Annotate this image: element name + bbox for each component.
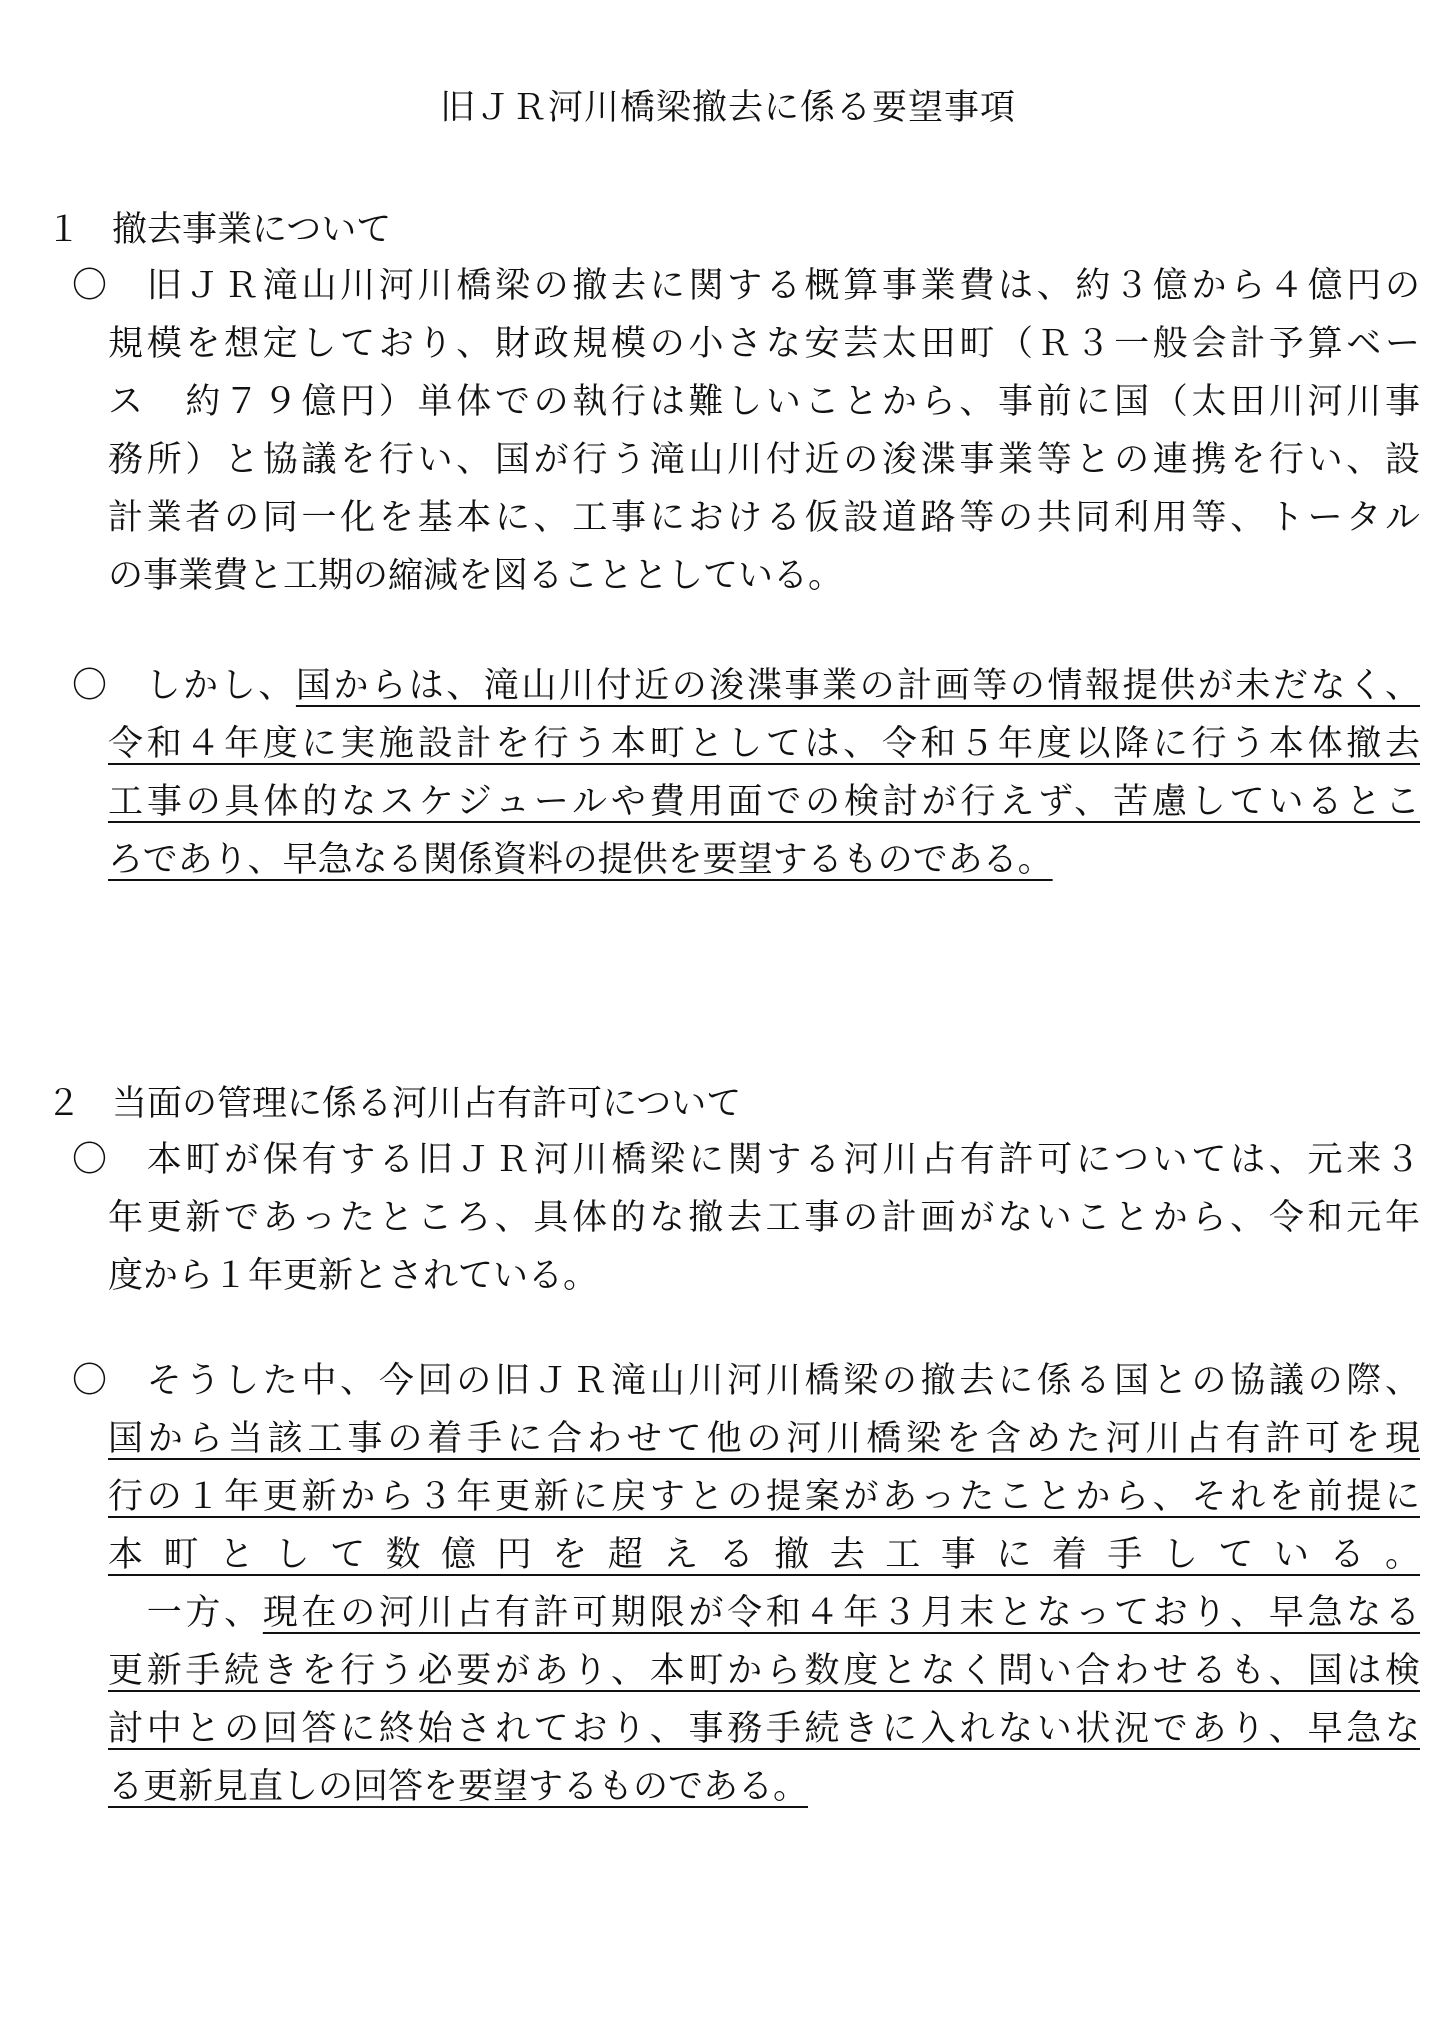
document-title: 旧ＪＲ河川橋梁撤去に係る要望事項 (439, 88, 1016, 128)
body-text: しかし、 (108, 666, 296, 706)
body-text: ス 約７９億円）単体での執行は難しいことから、事前に国（太田川河川事 (108, 382, 1420, 422)
paragraph-line (108, 554, 1420, 598)
section-heading-text: 当面の管理に係る河川占有許可について (112, 1084, 742, 1124)
section-number: １ (46, 210, 82, 250)
body-text: の事業費と工期の縮減を図ることとしている。 (108, 556, 844, 596)
paragraph-line (108, 722, 1420, 766)
paragraph-line (108, 664, 1420, 708)
paragraph-line (108, 1359, 1420, 1403)
paragraph-line (108, 1533, 1420, 1577)
underlined-text: 国から当該工事の着手に合わせて他の河川橋梁を含めた河川占有許可を現 (108, 1419, 1420, 1459)
section-heading (46, 1082, 741, 1126)
section-number: ２ (46, 1084, 82, 1124)
paragraph-line (108, 1417, 1420, 1461)
body-text: 務所）と協議を行い、国が行う滝山川付近の浚渫事業等との連携を行い、設 (108, 440, 1420, 480)
body-text: そうした中、今回の旧ＪＲ滝山川河川橋梁の撤去に係る国との協議の際、 (108, 1361, 1420, 1401)
paragraph-line (108, 438, 1420, 482)
paragraph-line (108, 1254, 1420, 1298)
underlined-text: 国からは、滝山川付近の浚渫事業の計画等の情報提供が未だなく、 (295, 666, 1420, 706)
section-heading (46, 208, 391, 252)
body-text: 年更新であったところ、具体的な撤去工事の計画がないことから、令和元年 (108, 1198, 1420, 1238)
paragraph-line (108, 322, 1420, 366)
bullet-circle: 〇 (72, 666, 108, 706)
paragraph-line (108, 838, 1420, 882)
paragraph-line (108, 1707, 1420, 1751)
paragraph-line (108, 1196, 1420, 1240)
body-text: 本町が保有する旧ＪＲ河川橋梁に関する河川占有許可については、元来３ (108, 1140, 1420, 1180)
body-text: 規模を想定しており、財政規模の小さな安芸太田町（Ｒ３一般会計予算ベー (108, 324, 1420, 364)
paragraph-line (108, 1138, 1420, 1182)
paragraph-line (108, 1475, 1420, 1519)
underlined-text: 行の１年更新から３年更新に戻すとの提案があったことから、それを前提に (108, 1477, 1420, 1517)
underlined-text: 更新手続きを行う必要があり、本町から数度となく問い合わせるも、国は検 (108, 1651, 1420, 1691)
body-text: 度から１年更新とされている。 (108, 1256, 599, 1296)
underlined-text: 本町として数億円を超える撤去工事に着手している。 (108, 1535, 1420, 1575)
paragraph-line (108, 1765, 1420, 1809)
paragraph-line (108, 264, 1420, 308)
body-text: 一方、 (108, 1593, 263, 1633)
section-heading-text: 撤去事業について (112, 210, 392, 250)
paragraph-line (108, 780, 1420, 824)
underlined-text: 工事の具体的なスケジュールや費用面での検討が行えず、苦慮しているとこ (108, 782, 1420, 822)
underlined-text: 現在の河川占有許可期限が令和４年３月末となっており、早急なる (262, 1593, 1420, 1633)
body-text: 旧ＪＲ滝山川河川橋梁の撤去に関する概算事業費は、約３億から４億円の (108, 266, 1420, 306)
bullet-circle: 〇 (72, 1140, 108, 1180)
bullet-circle: 〇 (72, 1361, 108, 1401)
bullet-circle: 〇 (72, 266, 108, 306)
paragraph-line (108, 380, 1420, 424)
underlined-text: 討中との回答に終始されており、事務手続きに入れない状況であり、早急な (108, 1709, 1420, 1749)
paragraph-line (108, 1649, 1420, 1693)
body-text: 計業者の同一化を基本に、工事における仮設道路等の共同利用等、トータル (108, 498, 1420, 538)
underlined-text: ろであり、早急なる関係資料の提供を要望するものである。 (108, 840, 1053, 880)
underlined-text: 令和４年度に実施設計を行う本町としては、令和５年度以降に行う本体撤去 (108, 724, 1420, 764)
underlined-text: る更新見直しの回答を要望するものである。 (108, 1767, 809, 1807)
paragraph-line (108, 496, 1420, 540)
paragraph-line (108, 1591, 1420, 1635)
